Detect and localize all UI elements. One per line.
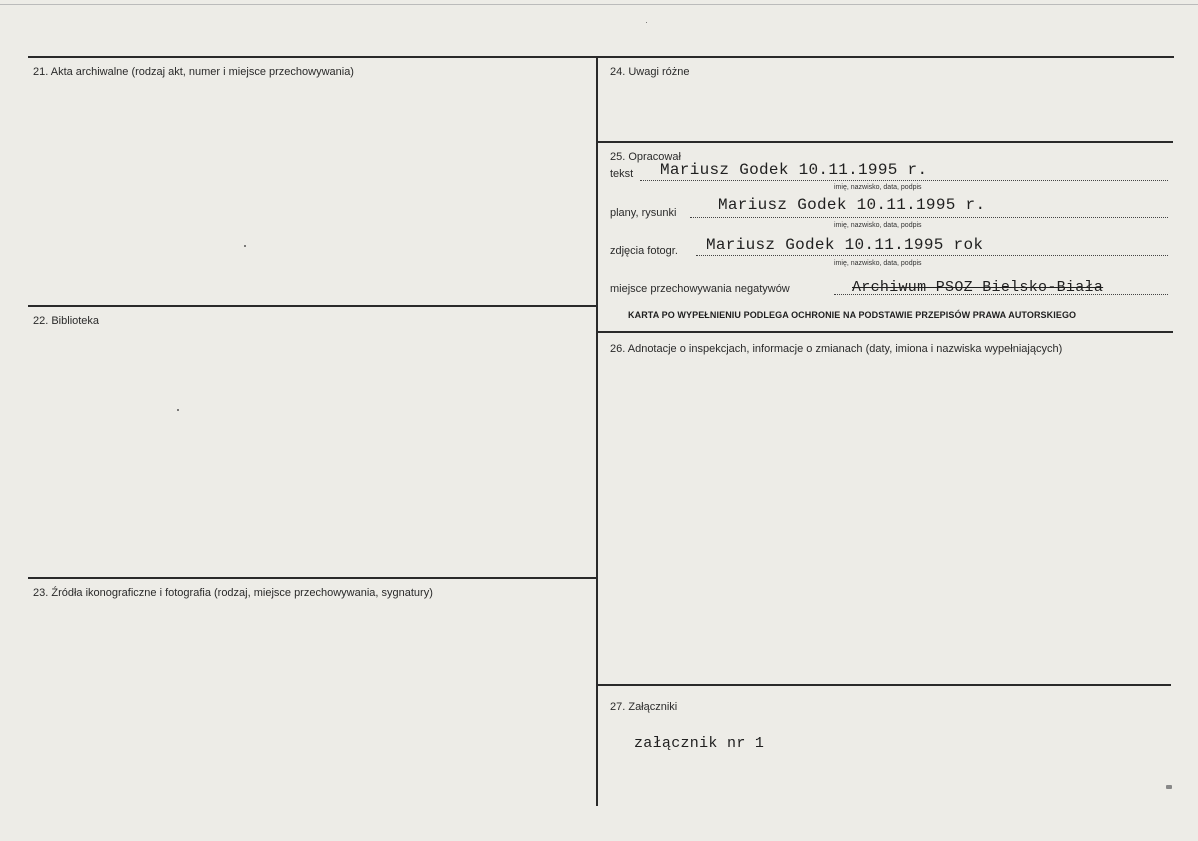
- paper-speck: [1166, 785, 1172, 789]
- section-26-label: 26. Adnotacje o inspekcjach, informacje o zmianach (daty, imiona i nazwiska wypełniających): [610, 343, 1063, 355]
- copyright-note: KARTA PO WYPEŁNIENIU PODLEGA OCHRONIE NA PODSTAWIE PRZEPISÓW PRAWA AUTORSKIEGO: [628, 310, 1077, 320]
- section-27-label: 27. Załączniki: [610, 701, 678, 713]
- plany-hint: imię, nazwisko, data, podpis: [834, 222, 922, 229]
- zdjecia-line: [696, 255, 1168, 256]
- paper-speck: [646, 22, 647, 23]
- zdjecia-label: zdjęcia fotogr.: [610, 245, 678, 257]
- tekst-value: Mariusz Godek 10.11.1995 r.: [660, 161, 928, 179]
- rule-22-23: [28, 577, 597, 579]
- negatywy-label: miejsce przechowywania negatywów: [610, 283, 790, 295]
- tekst-line: [640, 180, 1168, 181]
- rule-26-27: [597, 684, 1171, 686]
- plany-line: [690, 217, 1168, 218]
- top-rule: [28, 56, 1174, 58]
- zdjecia-value: Mariusz Godek 10.11.1995 rok: [706, 236, 984, 254]
- rule-21-22: [28, 305, 597, 307]
- section-23-label: 23. Źródła ikonograficzne i fotografia (rodzaj, miejsce przechowywania, sygnatury): [33, 587, 433, 599]
- plany-value: Mariusz Godek 10.11.1995 r.: [718, 196, 986, 214]
- zdjecia-hint: imię, nazwisko, data, podpis: [834, 260, 922, 267]
- paper-speck: [177, 409, 179, 411]
- section-24-label: 24. Uwagi różne: [610, 66, 690, 78]
- attachment-value: załącznik nr 1: [634, 735, 765, 752]
- negatywy-value: Archiwum PSOZ Bielsko-Biała: [852, 279, 1104, 296]
- plany-label: plany, rysunki: [610, 207, 677, 219]
- section-22-label: 22. Biblioteka: [33, 315, 100, 327]
- paper-speck: [244, 245, 246, 247]
- rule-25-26: [597, 331, 1173, 333]
- rule-24-25: [597, 141, 1173, 143]
- section-21-label: 21. Akta archiwalne (rodzaj akt, numer i miejsce przechowywania): [33, 66, 354, 78]
- tekst-hint: imię, nazwisko, data, podpis: [834, 184, 922, 191]
- center-divider: [596, 56, 598, 806]
- section-25-label: 25. Opracował: [610, 151, 681, 163]
- top-edge: [0, 4, 1198, 5]
- tekst-label: tekst: [610, 168, 634, 180]
